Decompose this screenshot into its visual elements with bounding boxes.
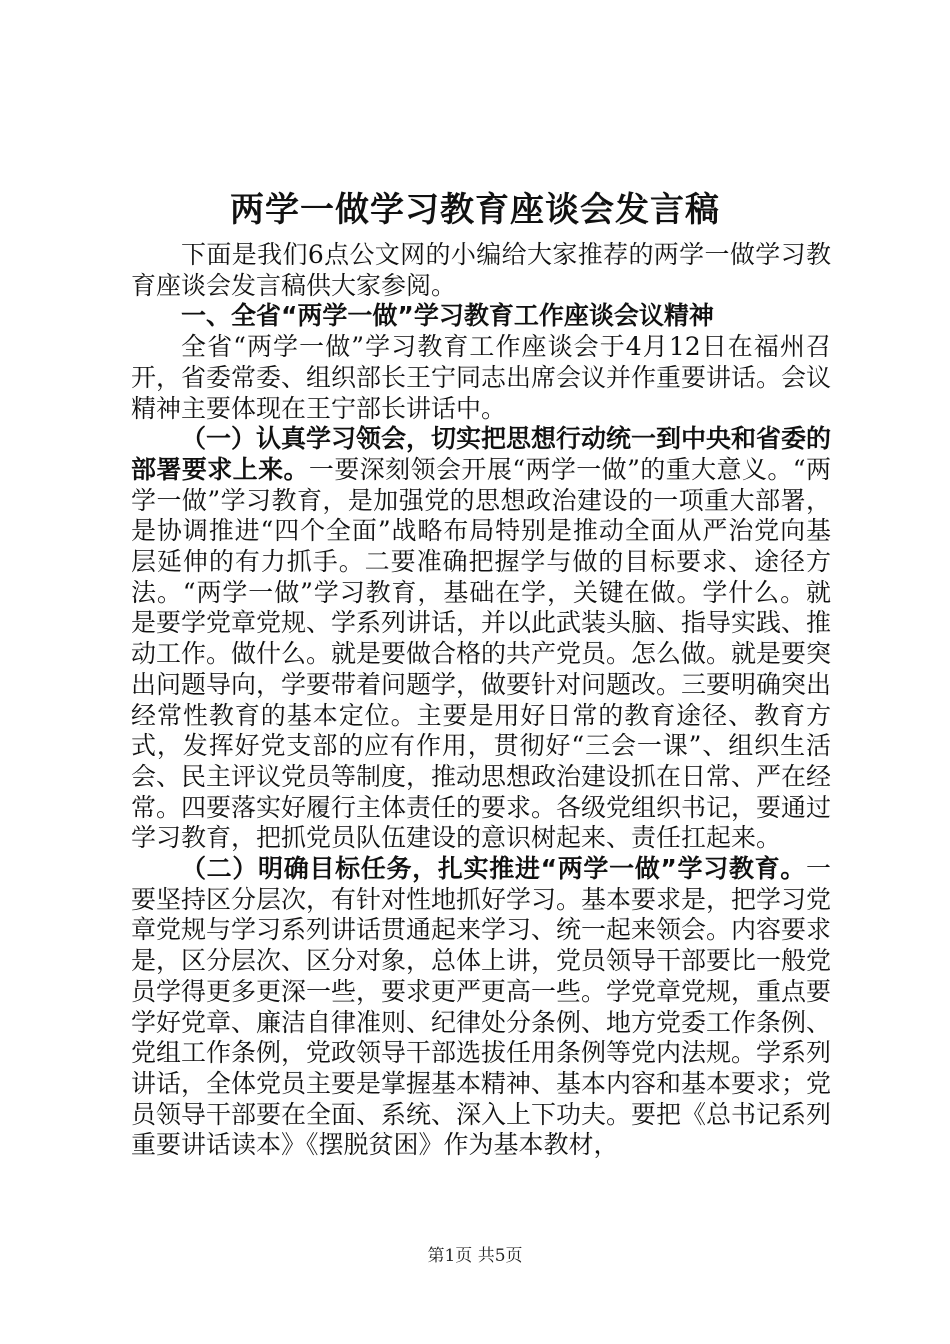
point-two-text: 一要坚持区分层次，有针对性地抓好学习。基本要求是，把学习党章党规与学习系列讲话贯通起来学习、统一起来领会。内容要求是，区分层次、区分对象，总体上讲，党员领导干部要比一般党员学得更多更深一些，要求更严更高一些。学党章党规，重点要学好党章、廉洁自律准则、纪律处分条例、地方党委工作条例、党组工作条例，党政领导干部选拔任用条例等党内法规。学系列讲话，全体党员主要是掌握基本精神、基本内容和基本要求；党员领导干部要在全面、系统、深入上下功夫。要把《总书记系列重要讲话读本》《摆脱贫困》作为基本教材，	[131, 854, 832, 1160]
intro-paragraph: 下面是我们6点公文网的小编给大家推荐的两学一做学习教育座谈会发言稿供大家参阅。	[131, 240, 831, 300]
point-one-text: 一要深刻领会开展“两学一做”的重大意义。“两学一做”学习教育，是加强党的思想政治建设的一项重大部署，是协调推进“四个全面”战略布局特别是推动全面从严治党向基层延伸的有力抓手。二要准确把握学与做的目标要求、途径方法。“两学一做”学习教育，基础在学，关键在做。学什么。就是要学党章党规、学系列讲话，并以此武装头脑、指导实践、推动工作。做什么。就是要做合格的共产党员。怎么做。就是要突出问题导向，学要带着问题学，做要针对问题改。三要明确突出经常性教育的基本定位。主要是用好日常的教育途径、教育方式，发挥好党支部的应有作用，贯彻好“三会一课”、组织生活会、民主评议党员等制度，推动思想政治建设抓在日常、严在经常。四要落实好履行主体责任的要求。各级党组织书记，要通过学习教育，把抓党员队伍建设的意识树起来、责任扛起来。	[131, 454, 832, 853]
document-title: 两学一做学习教育座谈会发言稿	[230, 190, 720, 230]
page-number: 第1页 共5页	[427, 1246, 523, 1266]
section-paragraph: 全省“两学一做”学习教育工作座谈会于4月12日在福州召开，省委常委、组织部长王宁同志出席会议并作重要讲话。会议精神主要体现在王宁部长讲话中。	[131, 332, 832, 423]
point-one-paragraph	[131, 424, 831, 854]
point-two-lead: （二）明确目标任务，扎实推进“两学一做”学习教育。	[181, 854, 806, 884]
point-one-lead: （一）认真学习领会，切实把思想行动统一到中央和省委的部署要求上来。	[131, 424, 832, 484]
section-heading: 一、全省“两学一做”学习教育工作座谈会议精神	[181, 301, 714, 331]
document-body	[131, 240, 831, 1161]
point-two-paragraph	[131, 854, 831, 1161]
